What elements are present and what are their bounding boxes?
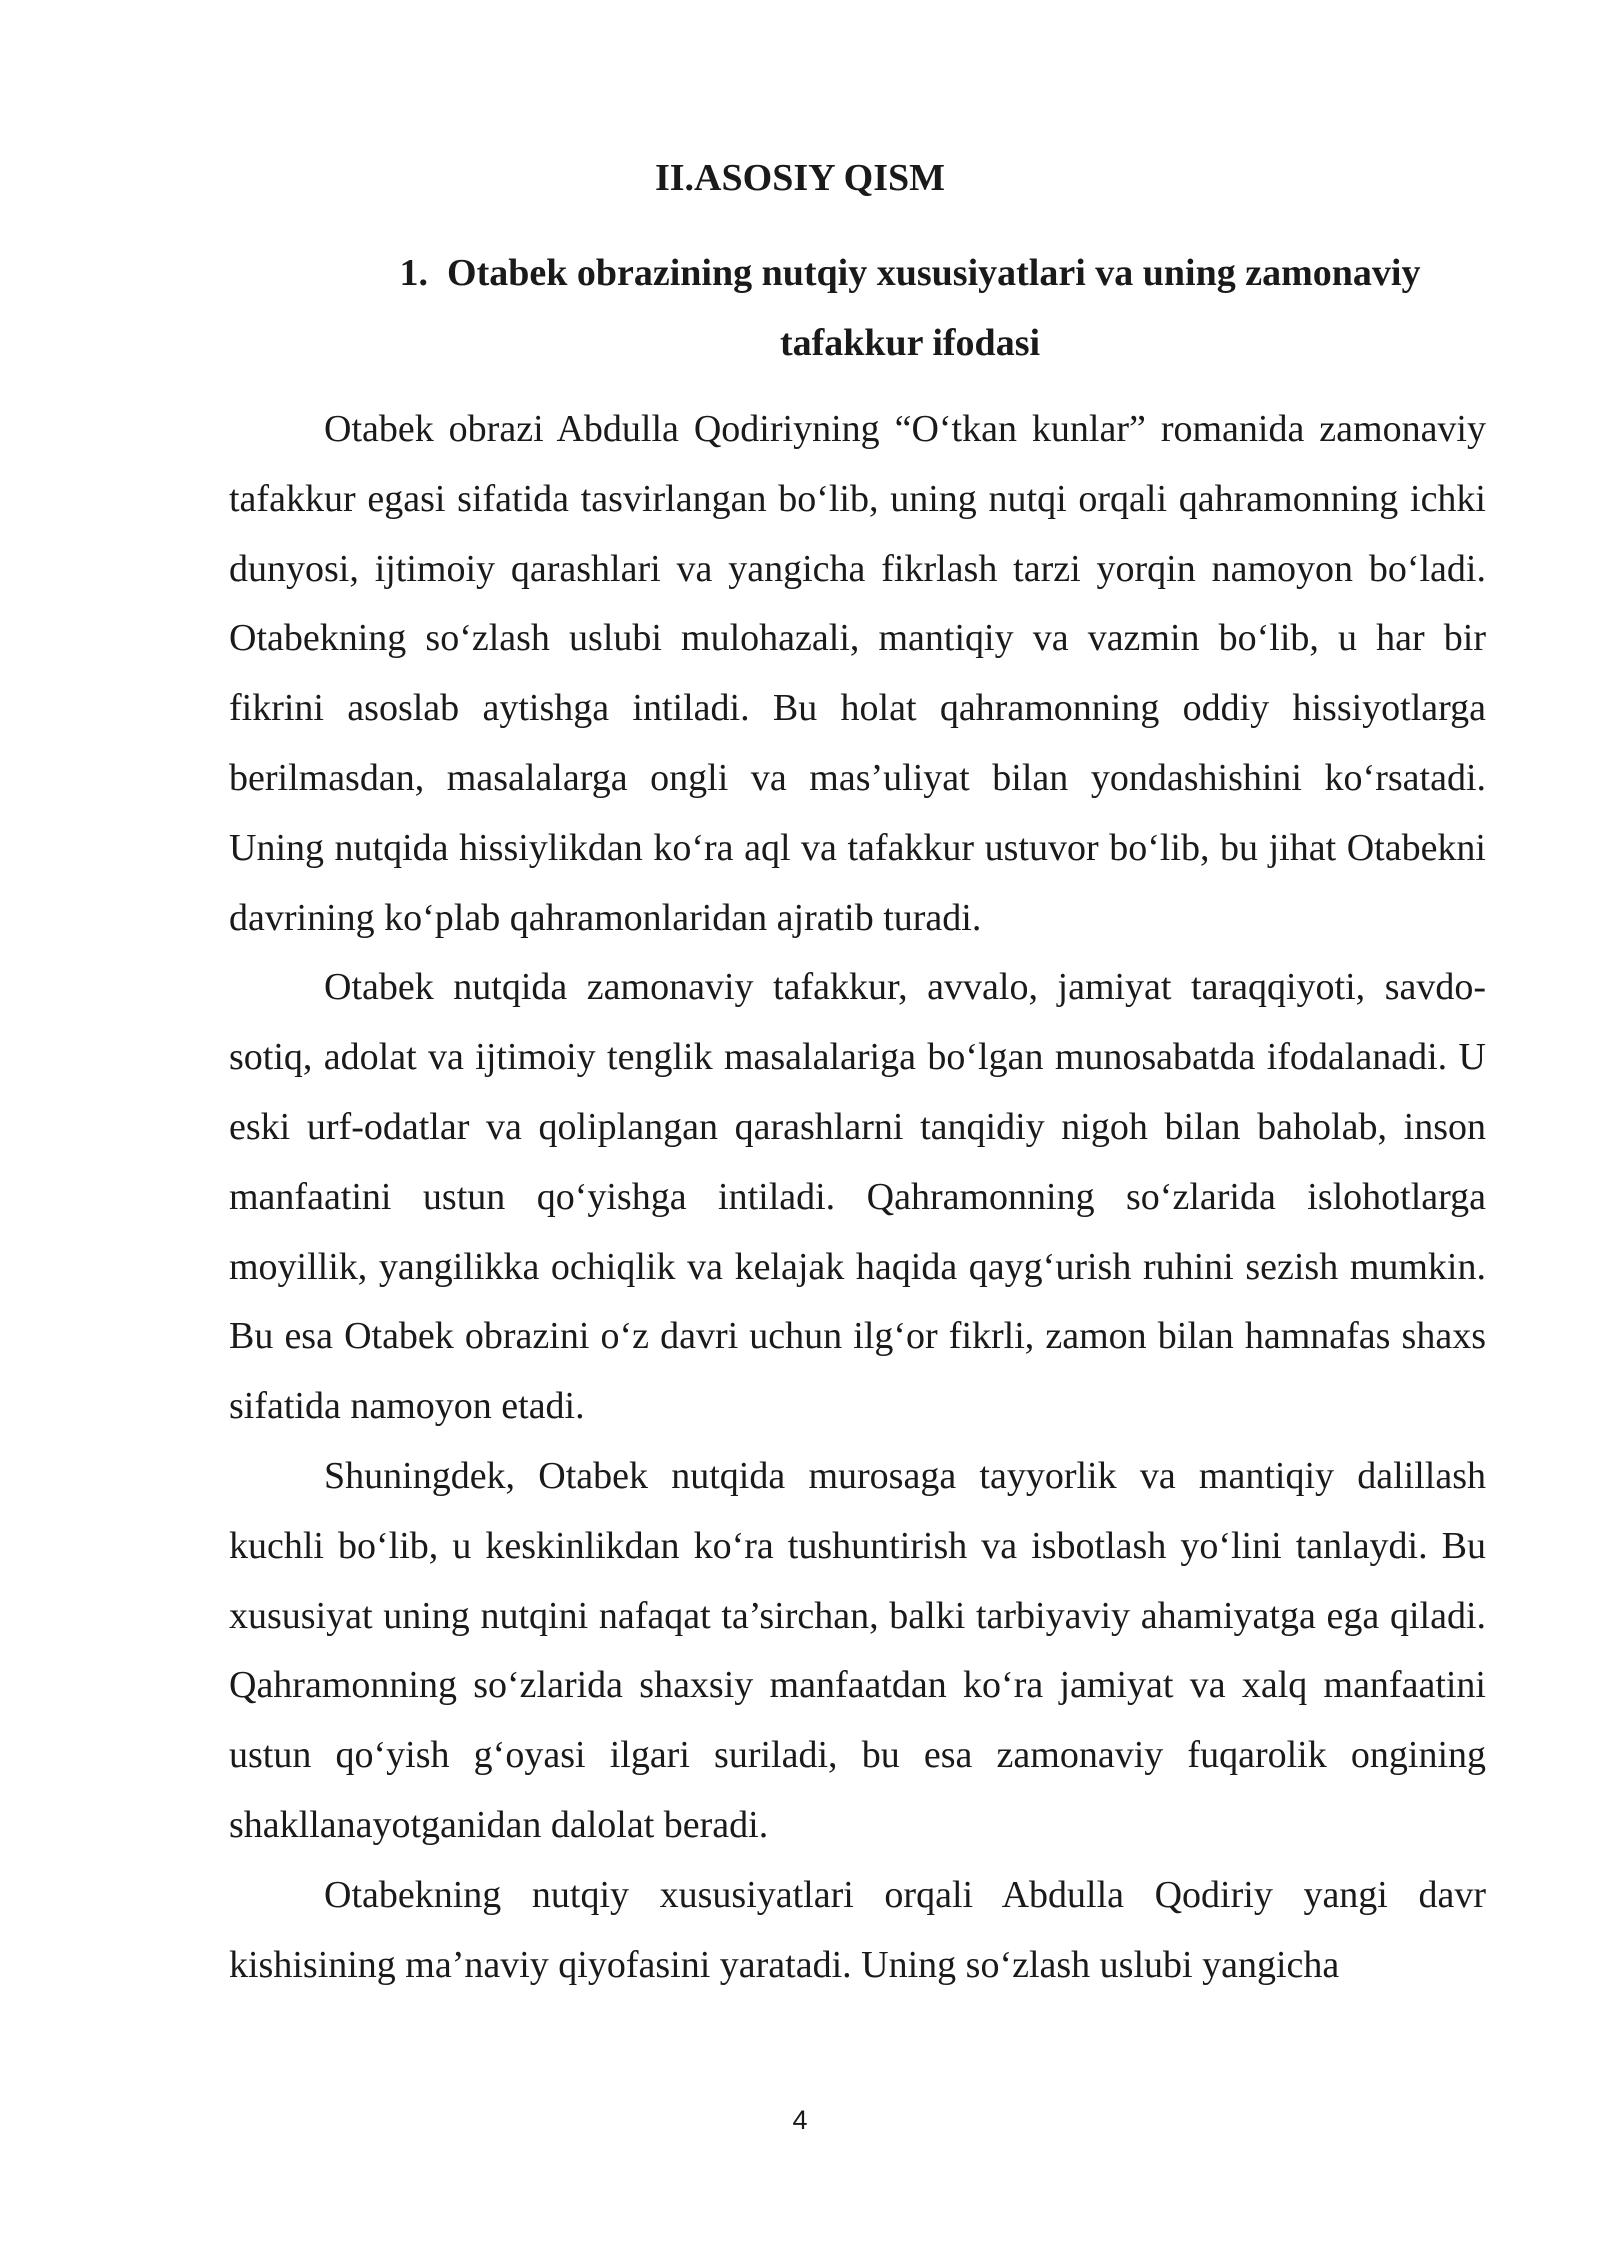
paragraph: Otabekning nutqiy xususiyatlari orqali Abdulla Qodiriy yangi davr kishisining ma’naviy qiyofasini yaratadi. Uning so‘zlash uslubi yangicha	[229, 1873, 1486, 1986]
body-text	[229, 395, 1486, 2000]
page-number: 4	[792, 2105, 808, 2135]
section-title: II.ASOSIY QISM	[654, 157, 945, 199]
chapter-heading	[330, 238, 1490, 378]
paragraph: Otabek nutqida zamonaviy tafakkur, avvalo, jamiyat taraqqiyoti, savdo-sotiq, adolat va ijtimoiy tenglik masalalariga bo‘lgan munosabatda ifodalanadi. U eski urf-odatlar va qoliplangan qarashlarni tanqidiy nigoh bilan baholab, inson manfaatini ustun qo‘yishga intiladi. Qahramonning so‘zlarida islohotlarga moyillik, yangilikka ochiqlik va kelajak haqida qayg‘urish ruhini sezish mumkin. Bu esa Otabek obrazini o‘z davri uchun ilg‘or fikrli, zamon bilan hamnafas shaxs sifatida namoyon etadi.	[229, 966, 1486, 1428]
paragraph: Shuningdek, Otabek nutqida murosaga tayyorlik va mantiqiy dalillash kuchli bo‘lib, u keskinlikdan ko‘ra tushuntirish va isbotlash yo‘lini tanlaydi. Bu xususiyat uning nutqini nafaqat ta’sirchan, balki tarbiyaviy ahamiyatga ega qiladi. Qahramonning so‘zlarida shaxsiy manfaatdan ko‘ra jamiyat va xalq manfaatini ustun qo‘yish g‘oyasi ilgari suriladi, bu esa zamonaviy fuqarolik ongining shakllanayotganidan dalolat beradi.	[229, 1454, 1486, 1846]
chapter-title: Otabek obrazining nutqiy xususiyatlari va uning zamonaviy tafakkur ifodasi	[447, 252, 1421, 364]
paragraph: Otabek obrazi Abdulla Qodiriyning “O‘tkan kunlar” romanida zamonaviy tafakkur egasi sifatida tasvirlangan bo‘lib, uning nutqi orqali qahramonning ichki dunyosi, ijtimoiy qarashlari va yangicha fikrlash tarzi yorqin namoyon bo‘ladi. Otabekning so‘zlash uslubi mulohazali, mantiqiy va vazmin bo‘lib, u har bir fikrini asoslab aytishga intiladi. Bu holat qahramonning oddiy hissiyotlarga berilmasdan, masalalarga ongli va mas’uliyat bilan yondashishini ko‘rsatadi. Uning nutqida hissiylikdan ko‘ra aql va tafakkur ustuvor bo‘lib, bu jihat Otabekni davrining ko‘plab qahramonlaridan ajratib turadi.	[229, 408, 1486, 939]
chapter-number: 1.	[399, 252, 429, 294]
